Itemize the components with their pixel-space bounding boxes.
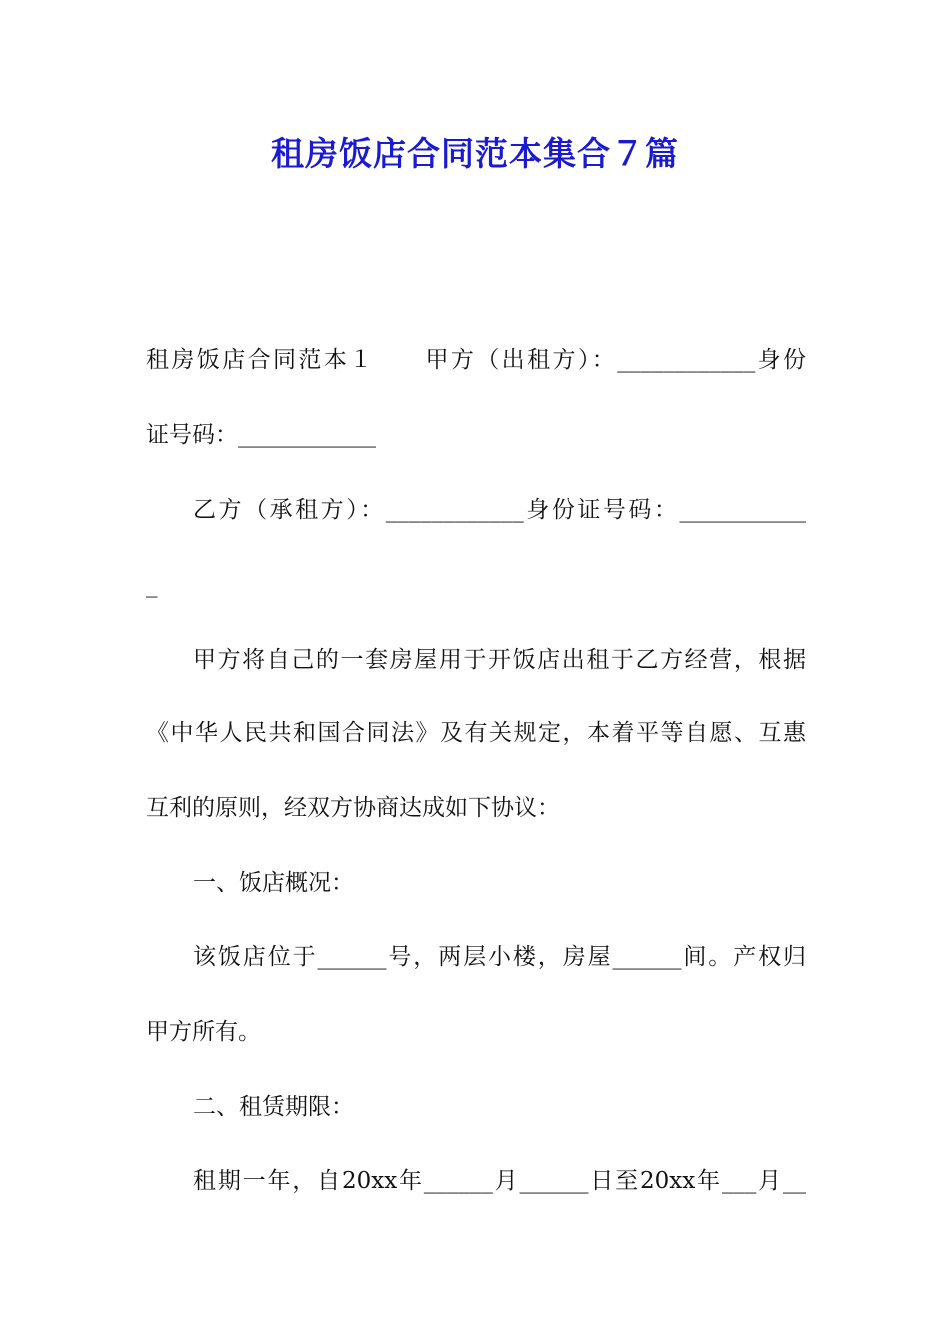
text-line-intro-3: 互利的原则，经双方协商达成如下协议： <box>146 795 560 821</box>
text-line-party-a-id: 证号码：____________ <box>146 422 376 448</box>
text-line-party-b-cont: _ <box>146 572 158 598</box>
text-line-intro-1: 甲方将自己的一套房屋用于开饭店出租于乙方经营，根据 <box>193 647 806 673</box>
text-line-party-a: 租房饭店合同范本１ 甲方（出租方）：____________身份 <box>146 347 806 373</box>
text-line-party-b: 乙方（承租方）：____________身份证号码：___________ <box>193 497 806 523</box>
text-line-intro-2: 《中华人民共和国合同法》及有关规定，本着平等自愿、互惠 <box>146 720 806 746</box>
document-title: 租房饭店合同范本集合７篇 <box>271 134 679 173</box>
text-line-ownership: 甲方所有。 <box>146 1019 261 1045</box>
section-heading-term: 二、租赁期限： <box>193 1094 354 1120</box>
text-line-term: 租期一年，自20xx年______月______日至20xx年___月__ <box>193 1168 806 1194</box>
section-heading-overview: 一、饭店概况： <box>193 870 354 896</box>
text-line-location: 该饭店位于______号，两层小楼，房屋______间。产权归 <box>193 944 806 970</box>
